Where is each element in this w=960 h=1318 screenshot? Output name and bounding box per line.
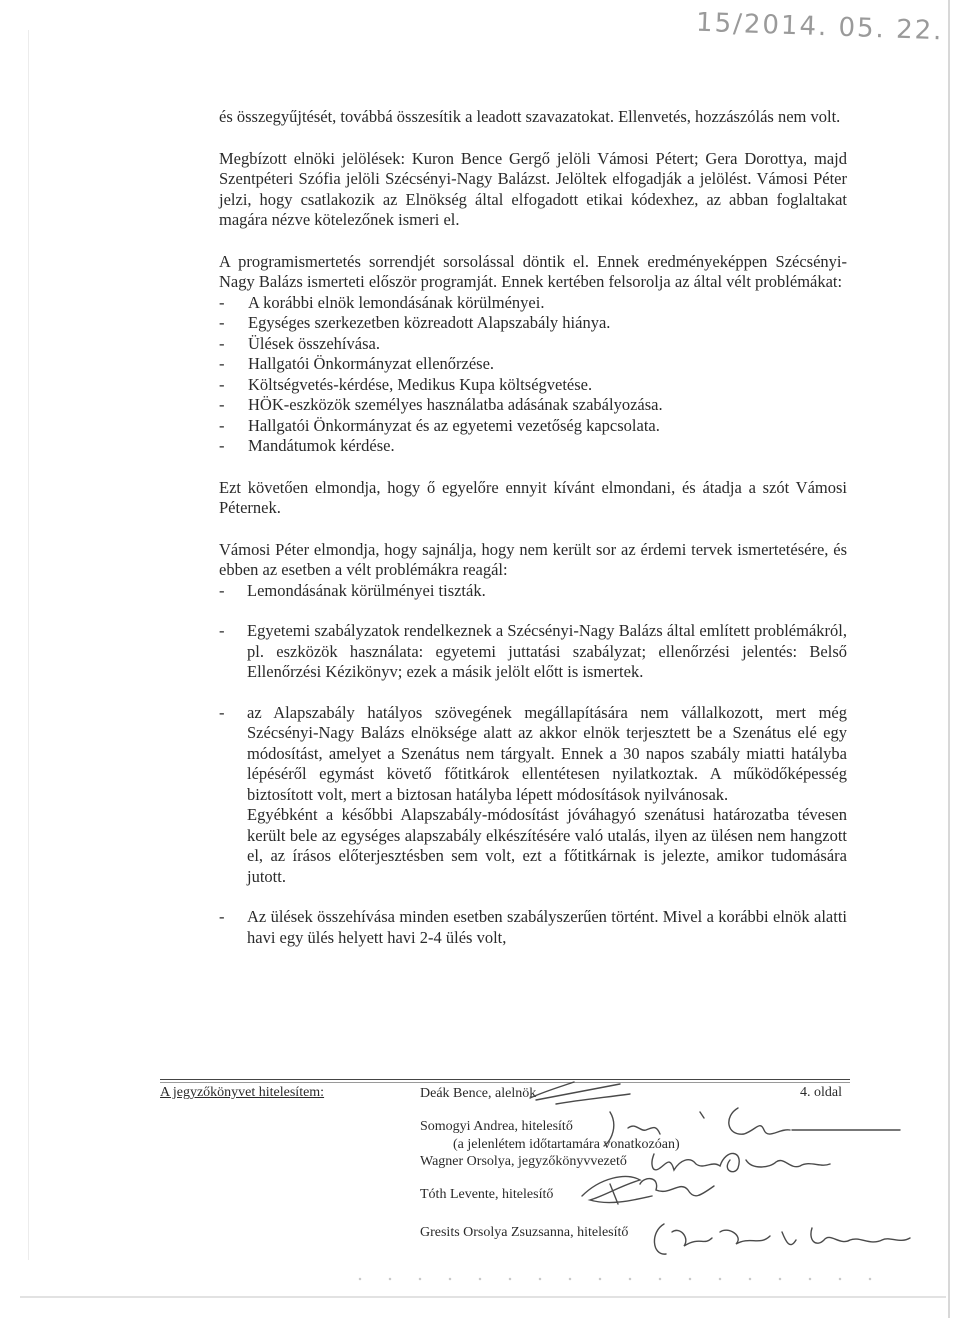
list-item: - Egyetemi szabályzatok rendelkeznek a Szécsényi-Nagy Balázs által említett problémákról, pl. eszközök használata: egyetemi juttatási szabályzat; ellenőrzési jelentés: Belső Ellenőrzési Kézikönyv; ezek a másik jelölt előtt is ismertek. <box>115 621 847 683</box>
list-item: - Költségvetés-kérdése, Medikus Kupa költségvetése. <box>115 375 847 396</box>
signature-deak <box>530 1082 630 1104</box>
handwritten-date: 15/2014. 05. 22. <box>695 7 944 47</box>
signer-somogyi-note: (a jelenlétem időtartamára vonatkozóan) <box>453 1137 680 1152</box>
footer-divider <box>160 1079 850 1080</box>
list-item: - Hallgatói Önkormányzat ellenőrzése. <box>115 354 847 375</box>
list-item: - az Alapszabály hatályos szövegének megállapítására nem vállalkozott, mert még Szécsényi-Nagy Balázs elnöksége alatt az akkor elnök terjesztett be a Szenátus elé egy módosítást, amelyet a Szenátus nem tárgyalt. Ennek a 30 napos szabály miatti hatályba lépéséről egymást követő főtitkárok ellentétesen nyilatkoztak. A működőképesség biztosított volt, mert a biztosan hatályba lépett módosítások nyilvánosak. <box>115 703 847 806</box>
response-list <box>115 581 847 602</box>
page-number: 4. oldal <box>800 1085 842 1100</box>
list-item: - HÖK-eszközök személyes használatba adásának szabályozása. <box>115 395 847 416</box>
list-item: - Az ülések összehívása minden esetben szabályszerűen történt. Mivel a korábbi elnök alatti havi egy ülés helyett havi 2-4 ülés volt, <box>115 907 847 948</box>
faint-dotted-line <box>345 1276 885 1282</box>
signer-wagner: Wagner Orsolya, jegyzőkönyvvezető <box>420 1154 627 1169</box>
signer-toth: Tóth Levente, hitelesítő <box>420 1187 554 1202</box>
problem-list <box>115 293 847 457</box>
list-item: - Mandátumok kérdése. <box>115 436 847 457</box>
signer-somogyi: Somogyi Andrea, hitelesítő <box>420 1119 573 1134</box>
paragraph-1: és összegyűjtését, továbbá összesítik a leadott szavazatokat. Ellenvetés, hozzászólás nem volt. <box>219 107 841 126</box>
signature-toth <box>582 1177 714 1204</box>
list-item: - Lemondásának körülményei tiszták. <box>115 581 847 602</box>
list-item: - A korábbi elnök lemondásának körülményei. <box>115 293 847 314</box>
list-item: - Hallgatói Önkormányzat és az egyetemi vezetőség kapcsolata. <box>115 416 847 437</box>
response-continuation: Egyébként a későbbi Alapszabály-módosítást jóváhagyó szenátusi határozatba tévesen került bele az egységes alapszabály elkészítésére való utalás, ilyen az ülésen nem hangzott el, az írásos előterjesztésben sem volt, ezt a főtitkárnak is jelezte, amikor tudomására jutott. <box>247 805 847 886</box>
document-body <box>219 107 847 948</box>
response-list-3 <box>115 703 847 806</box>
paragraph-2: Megbízott elnöki jelölések: Kuron Bence Gergő jelöli Vámosi Pétert; Gera Dorottya, majd Szentpéteri Szófia jelöli Szécsényi-Nagy Balázst. Jelöltek elfogadják a jelölést. Vámosi Péter jelzi, hogy csatlakozik az Elnökség által elfogadott etikai kódexhez, az abban foglaltakat magára nézve kötelezőnek ismeri el. <box>219 148 847 229</box>
response-list-2 <box>115 621 847 683</box>
list-item: - Egységes szerkezetben közreadott Alapszabály hiánya. <box>115 313 847 334</box>
page-bottom-edge <box>20 1296 946 1298</box>
certify-label: A jegyzőkönyvet hitelesítem: <box>160 1085 325 1100</box>
paragraph-5: Vámosi Péter elmondja, hogy sajnálja, hogy nem került sor az érdemi tervek ismertetésére, és ebben az esetben a vélt problémákra reagál: <box>219 539 847 579</box>
page-edge <box>948 0 950 1318</box>
page-edge-left <box>28 30 29 1260</box>
list-item: - Ülések összehívása. <box>115 334 847 355</box>
signer-gresits: Gresits Orsolya Zsuzsanna, hitelesítő <box>420 1225 629 1240</box>
signature-gresits <box>654 1224 910 1254</box>
footer-divider-secondary <box>160 1082 850 1083</box>
signature-wagner <box>652 1153 830 1171</box>
paragraph-3: A programismertetés sorrendjét sorsolással döntik el. Ennek eredményeképpen Szécsényi-Nagy Balázs ismerteti először programját. Ennek kertében felsorolja az által vélt problémákat: <box>219 251 847 291</box>
response-list-4 <box>115 907 847 948</box>
signer-deak: Deák Bence, alelnök <box>420 1086 537 1101</box>
paragraph-4: Ezt követően elmondja, hogy ő egyelőre ennyit kívánt elmondani, és átadja a szót Vámosi Péternek. <box>219 477 847 517</box>
